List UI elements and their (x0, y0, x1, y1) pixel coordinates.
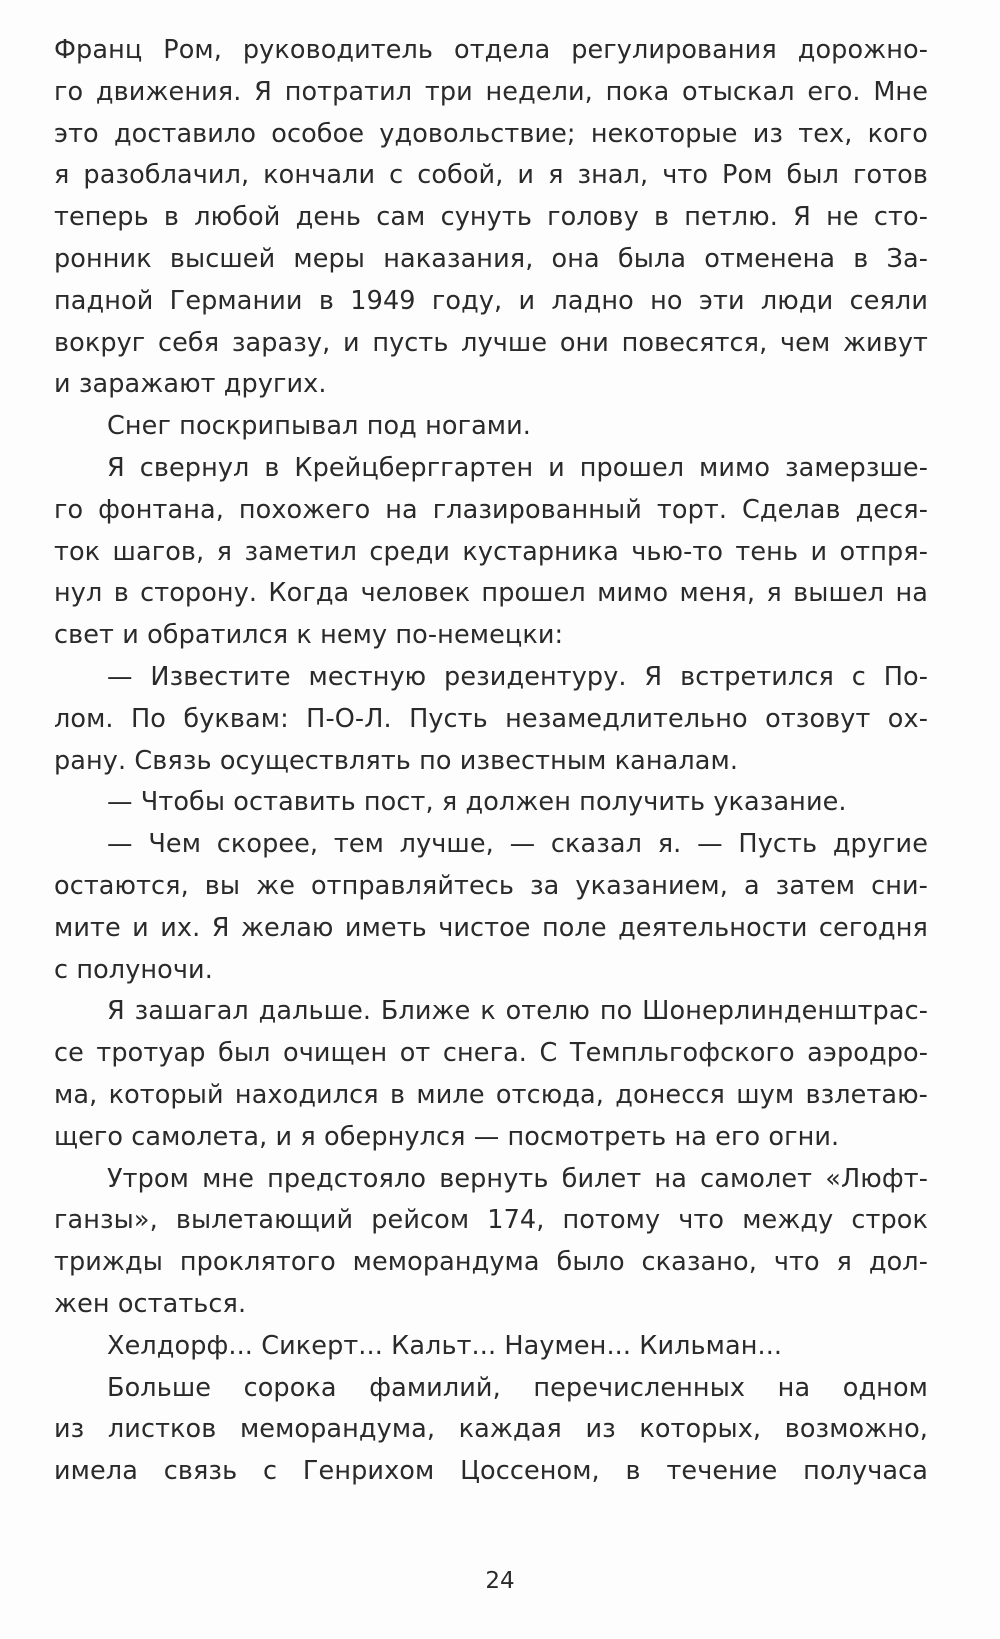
text-line: из листков меморандума, каждая из которых, возможно, (54, 1414, 928, 1445)
text-line: Франц Ром, руководитель отдела регулирования дорожно- (54, 35, 928, 65)
text-line: ма, который находился в миле отсюда, донесся шум взлетаю- (54, 1079, 928, 1110)
text-line: Утром мне предстояло вернуть билет на самолет «Люфт- (107, 1163, 928, 1194)
text-line: трижды проклятого меморандума было сказано, что я дол- (54, 1247, 928, 1278)
text-line: ток шагов, я заметил среди кустарника чью-то тень и отпря- (54, 536, 928, 567)
text-line: Снег поскрипывал под ногами. (107, 411, 532, 442)
text-line: го фонтана, похожего на глазированный торт. Сделав деся- (54, 494, 928, 525)
text-line: се тротуар был очищен от снега. С Темпльгофского аэродро- (54, 1038, 928, 1069)
text-line: и заражают других. (54, 369, 327, 400)
text-line: — Чтобы оставить пост, я должен получить указание. (107, 787, 847, 818)
text-line: Я зашагал дальше. Ближе к отелю по Шонерлинденштрас- (107, 996, 928, 1027)
text-line: имела связь с Генрихом Цоссеном, в течение получаса (54, 1456, 928, 1487)
text-line: Больше сорока фамилий, перечисленных на одном (107, 1372, 928, 1403)
body-text (54, 30, 928, 1493)
text-line: го движения. Я потратил три недели, пока отыскал его. Мне (54, 76, 928, 107)
text-line: рану. Связь осуществлять по известным каналам. (54, 745, 739, 776)
text-line: — Чем скорее, тем лучше, — сказал я. — Пусть другие (107, 829, 928, 860)
text-line: нул в сторону. Когда человек прошел мимо меня, я вышел на (54, 578, 928, 609)
text-line: вокруг себя заразу, и пусть лучше они повесятся, чем живут (54, 327, 928, 358)
text-line: Я свернул в Крейцберггартен и прошел мимо замерзше- (107, 452, 928, 483)
text-line: падной Германии в 1949 году, и ладно но эти люди сеяли (54, 285, 928, 316)
page-number: 24 (485, 1568, 515, 1594)
text-line: ганзы», вылетающий рейсом 174, потому что между строк (54, 1205, 928, 1236)
text-line: это доставило особое удовольствие; некоторые из тех, кого (54, 118, 928, 149)
text-line: теперь в любой день сам сунуть голову в петлю. Я не сто- (54, 202, 928, 233)
text-line: щего самолета, и я обернулся — посмотреть на его огни. (54, 1121, 840, 1152)
text-line: — Известите местную резидентуру. Я встретился с По- (107, 661, 928, 692)
text-line: ронник высшей меры наказания, она была отменена в За- (54, 243, 928, 274)
text-line: я разоблачил, кончали с собой, и я знал, что Ром был готов (54, 160, 928, 191)
text-line: Хелдорф... Сикерт... Кальт... Наумен... Кильман... (107, 1330, 783, 1361)
text-line: остаются, вы же отправляйтесь за указанием, а затем сни- (54, 870, 928, 901)
text-line: свет и обратился к нему по-немецки: (54, 620, 564, 651)
text-line: лом. По буквам: П-О-Л. Пусть незамедлительно отзовут ох- (54, 703, 928, 734)
text-line: жен остаться. (54, 1288, 247, 1319)
text-line: мите и их. Я желаю иметь чистое поле деятельности сегодня (54, 912, 928, 943)
text-line: с полуночи. (54, 954, 213, 985)
